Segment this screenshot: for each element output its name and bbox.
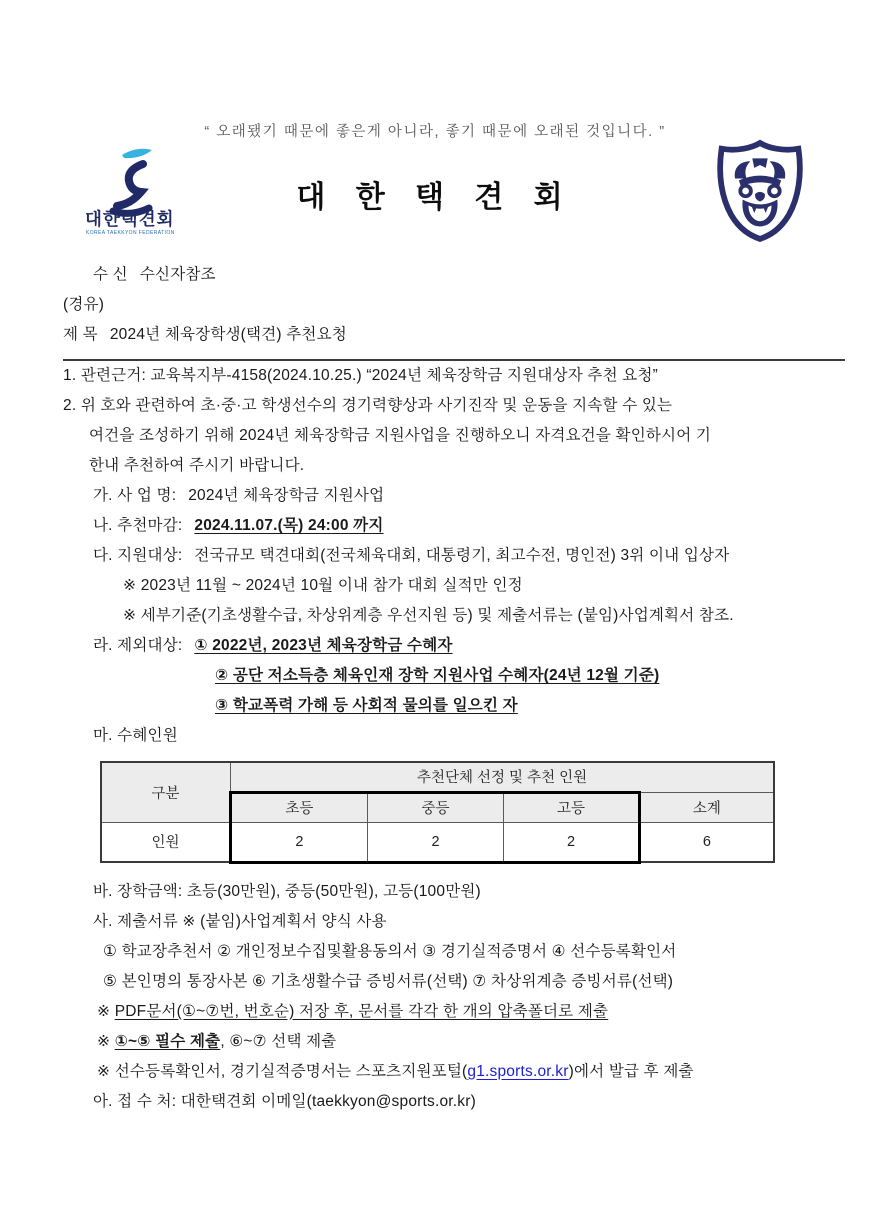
required-note-bold: ①~⑤ 필수 제출 <box>114 1032 221 1050</box>
table-row-label: 인원 <box>101 822 231 862</box>
table-value-middle: 2 <box>367 822 504 862</box>
dragon-shield-emblem-icon <box>712 138 808 247</box>
docs-list-line-2: ⑤ 본인명의 통장사본 ⑥ 기초생활수급 증빙서류(선택) ⑦ 차상위계층 증빙서류(선택) <box>103 972 674 990</box>
scholarship-amount-line: 바. 장학금액: 초등(30만원), 중등(50만원), 고등(100만원) <box>93 882 481 900</box>
portal-link[interactable]: g1.sports.or.kr <box>467 1062 569 1080</box>
exclusion-item-2-line <box>63 661 845 691</box>
table-value-high: 2 <box>504 822 640 862</box>
table-value-subtotal: 6 <box>639 822 774 862</box>
eligibility-value: 전국규모 택견대회(전국체육대회, 대통령기, 최고수전, 명인전) 3위 이내 입상자 <box>194 547 730 564</box>
purpose-line-3: 한내 추천하여 주시기 바랍니다. <box>89 457 305 474</box>
deadline-label: 나. 추천마감: <box>93 517 183 534</box>
logo-name-text: 대한택견회 <box>85 209 175 229</box>
table-header-high: 고등 <box>504 792 640 822</box>
exclusion-item-3: ③ 학교폭력 가해 등 사회적 물의를 일으킨 자 <box>215 697 518 714</box>
beneficiary-table <box>100 761 775 864</box>
header-quote: “ 오래됐기 때문에 좋은게 아니라, 좋기 때문에 오래된 것입니다. ” <box>204 124 666 140</box>
table-header-span: 추천단체 선정 및 추천 인원 <box>231 762 774 792</box>
exclusion-item-2: ② 공단 저소득층 체육인재 장학 지원사업 수혜자(24년 12월 기준) <box>215 667 660 684</box>
table-row <box>101 822 774 862</box>
table-header-elementary: 초등 <box>231 792 368 822</box>
project-name-label: 가. 사 업 명: <box>93 487 177 504</box>
submission-address-line: 아. 접 수 처: 대한택견회 이메일(taekkyon@sports.or.kr) <box>93 1092 476 1110</box>
beneficiary-count-heading: 마. 수혜인원 <box>93 727 178 744</box>
portal-note-suffix: )에서 발급 후 제출 <box>568 1062 694 1080</box>
purpose-line-2: 여건을 조성하기 위해 2024년 체육장학금 지원사업을 진행하오니 자격요건을 확인하시어 기 <box>89 427 712 444</box>
letter-body <box>63 260 845 1117</box>
portal-note-prefix: ※ 선수등록확인서, 경기실적증명서는 스포츠지원포털( <box>97 1062 468 1080</box>
eligibility-line <box>63 541 845 571</box>
subject-label: 제 목 <box>63 326 98 343</box>
required-note-marker: ※ <box>97 1032 115 1050</box>
eligibility-note-1: ※ 2023년 11월 ~ 2024년 10월 이내 참가 대회 실적만 인정 <box>123 577 523 594</box>
required-note-line <box>63 1027 845 1057</box>
table-header-category: 구분 <box>101 762 231 822</box>
purpose-line-1: 2. 위 호와 관련하여 초·중·고 학생선수의 경기력향상과 사기진작 및 운동을 지속할 수 있는 <box>63 397 673 414</box>
project-name-line <box>63 481 845 511</box>
pdf-note-text: PDF문서(①~⑦번, 번호순) 저장 후, 문서를 각각 한 개의 압축폴더로 제출 <box>114 1002 609 1020</box>
logo-subtitle-text: KOREA TAEKKYON FEDERATION <box>86 230 175 236</box>
via-line: (경유) <box>63 296 105 313</box>
eligibility-note-2: ※ 세부기준(기초생활수급, 차상위계층 우선지원 등) 및 제출서류는 (붙임)사업계획서 참조. <box>123 607 734 624</box>
exclusion-label: 라. 제외대상: <box>93 637 183 654</box>
organization-title: 대 한 택 견 회 <box>296 181 574 214</box>
portal-note-line <box>63 1057 845 1087</box>
table-header-middle: 중등 <box>367 792 504 822</box>
related-basis-line: 1. 관련근거: 교육복지부-4158(2024.10.25.) “2024년 체육장학금 지원대상자 추천 요청” <box>63 367 658 384</box>
exclusion-item-3-line <box>63 691 845 721</box>
docs-list-line-1: ① 학교장추천서 ② 개인정보수집및활용동의서 ③ 경기실적증명서 ④ 선수등록확인서 <box>103 942 677 960</box>
exclusion-line <box>63 631 845 661</box>
table-value-elementary: 2 <box>231 822 368 862</box>
deadline-value: 2024.11.07.(목) 24:00 까지 <box>194 517 384 534</box>
pdf-note-line <box>63 997 845 1027</box>
table-header-subtotal: 소계 <box>639 792 774 822</box>
project-name-value: 2024년 체육장학금 지원사업 <box>188 487 385 504</box>
required-note-rest: , ⑥~⑦ 선택 제출 <box>220 1032 337 1050</box>
recipient-value: 수신자참조 <box>139 266 216 283</box>
submission-docs-heading: 사. 제출서류 ※ (붙임)사업계획서 양식 사용 <box>93 912 387 930</box>
pdf-note-marker: ※ <box>97 1002 115 1020</box>
subject-line <box>63 320 845 350</box>
recipient-label: 수 신 <box>93 266 128 283</box>
subject-value: 2024년 체육장학생(택견) 추천요청 <box>109 326 347 343</box>
recipient-line <box>63 260 845 290</box>
exclusion-item-1: ① 2022년, 2023년 체육장학금 수혜자 <box>194 637 453 654</box>
eligibility-label: 다. 지원대상: <box>93 547 183 564</box>
deadline-line <box>63 511 845 541</box>
